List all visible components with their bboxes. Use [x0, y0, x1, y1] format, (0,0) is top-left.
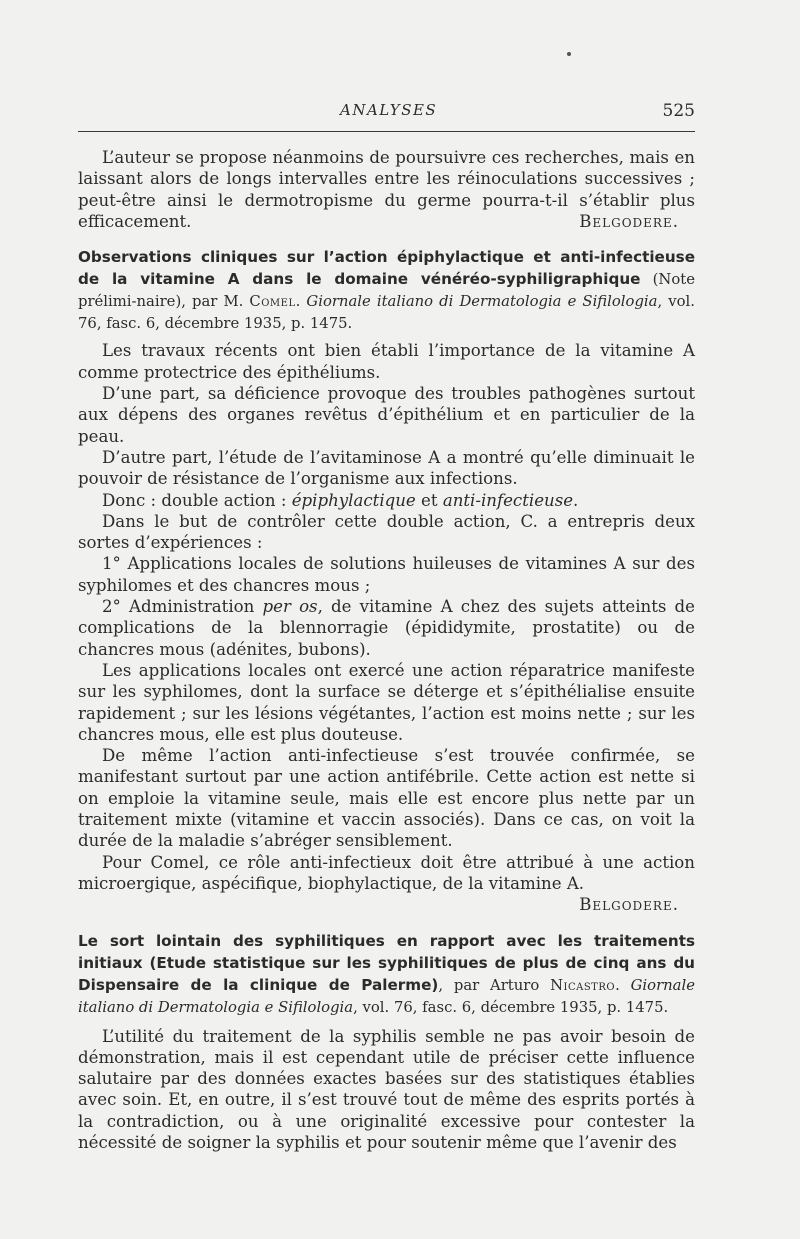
p7-term: per os — [262, 597, 318, 617]
article1-paragraph-3: D’autre part, l’étude de l’avitaminose A a montré qu’elle diminuait le pouvoir de résistance de l’organisme aux infections. — [78, 447, 695, 489]
article1-paragraph-7 — [78, 596, 695, 660]
article1-paragraph-9: De même l’action anti-infectieuse s’est trouvée confirmée, se manifestant surtout par une action antifébrile. Cette action est nette si on emploie la vitamine seule, mais elle est encore plus nette par un traitement mixte (vitamine et vaccin associés). Dans ce cas, on voit la durée de la maladie s’abréger sensiblement. — [78, 746, 695, 851]
intro-paragraph: L’auteur se propose néanmoins de poursuivre ces recherches, mais en laissant alors de longs intervalles entre les réinoculations successives ; peut-être ainsi le dermotropisme du germe pourra-t-il s’établir plus efficacement. — [78, 148, 695, 231]
article1-note: (Note prélimi-naire), par M. — [78, 271, 695, 311]
article1-author: Comel — [249, 293, 296, 311]
article1-paragraph-1: Les travaux récents ont bien établi l’importance de la vitamine A comme protectrice des épithéliums. — [78, 341, 695, 382]
article1-title: Observations cliniques sur l’action épiphylactique et anti-infectieuse de la vitamine A dans le domaine vénéréo-syphiligraphique — [78, 248, 695, 289]
article1-journal: Giornale italiano di Dermatologia e Sifilologia — [306, 293, 658, 311]
article1-heading — [78, 246, 695, 334]
p4-term-epiphylactique: épiphylactique — [291, 490, 416, 510]
article1-paragraph-8: Les applications locales ont exercé une action réparatrice manifeste sur les syphilomes, dont la surface se déterge et s’épithélialise ensuite rapidement ; sur les lésions végétantes, l’action est moins nette ; sur les chancres mous, elle est plus douteuse. — [78, 660, 695, 744]
spacer — [78, 232, 695, 246]
article1-paragraph-2: D’une part, sa déficience provoque des troubles pathogènes surtout aux dépens des organes revêtus d’épithélium et en particulier de la peau. — [78, 384, 695, 446]
article1-signature: Belgodere. — [579, 895, 679, 915]
article2-journal: Giornale italiano di Dermatologia e Sifilologia — [78, 976, 695, 1016]
p4-prefix: Donc : double action : — [102, 490, 292, 510]
article1-paragraph-4 — [78, 490, 695, 511]
page-number: 525 — [662, 101, 695, 121]
print-speck — [567, 52, 571, 56]
spacer — [78, 1018, 695, 1026]
article1-paragraph-10: Pour Comel, ce rôle anti-infectieux doit être attribué à une action microergique, aspécifique, biophylactique, de la vitamine A. — [78, 852, 695, 893]
article1-after-author: . — [295, 293, 307, 311]
intro-signature: Belgodere. — [579, 212, 679, 232]
article2-title: Le sort lointain des syphilitiques en rapport avec les traitements initiaux (Etude statistique sur les syphilitiques de plus de cinq ans du Dispensaire de la clinique de Palerme) — [78, 931, 695, 994]
spacer — [78, 916, 695, 930]
article2-by: , par Arturo — [438, 976, 551, 994]
p4-mid: et — [415, 490, 443, 510]
p7-rest: , de vitamine A chez des sujets atteints de complications de la blennorragie (épididymite, prostatite) ou de chancres mous (adénites, bubons). — [78, 597, 695, 659]
page-body — [78, 147, 695, 1153]
article2-heading — [78, 930, 695, 1018]
article1-citation: , vol. 76, fasc. 6, décembre 1935, p. 1475. — [78, 293, 695, 333]
section-title: ANALYSES — [340, 101, 438, 119]
article2-citation: , vol. 76, fasc. 6, décembre 1935, p. 1475. — [353, 998, 669, 1016]
article1-paragraph-5: Dans le but de contrôler cette double action, C. a entrepris deux sortes d’expériences : — [78, 511, 695, 553]
p4-end: . — [573, 490, 579, 510]
p4-term-anti-infectieuse: anti-infectieuse — [442, 490, 574, 510]
article2-paragraph-1: L’utilité du traitement de la syphilis semble ne pas avoir besoin de démonstration, mais il est cependant utile de préciser cette influence salutaire par des données exactes basées sur des statistiques établies avec soin. Et, en outre, il s’est trouvé tout de même des esprits portés à la contradiction, ou à une originalité excessive pour contester la nécessité de soigner la syphilis et pour soutenir même que l’avenir des — [78, 1026, 695, 1152]
article2-author: Nicastro — [550, 976, 616, 994]
running-head — [78, 101, 695, 125]
article1-paragraph-6: 1° Applications locales de solutions huileuses de vitamines A sur des syphilomes et des chancres mous ; — [78, 554, 695, 595]
article2-after-author: . — [615, 976, 631, 994]
header-rule — [78, 131, 695, 132]
p7-prefix: 2° Administration — [102, 597, 263, 617]
